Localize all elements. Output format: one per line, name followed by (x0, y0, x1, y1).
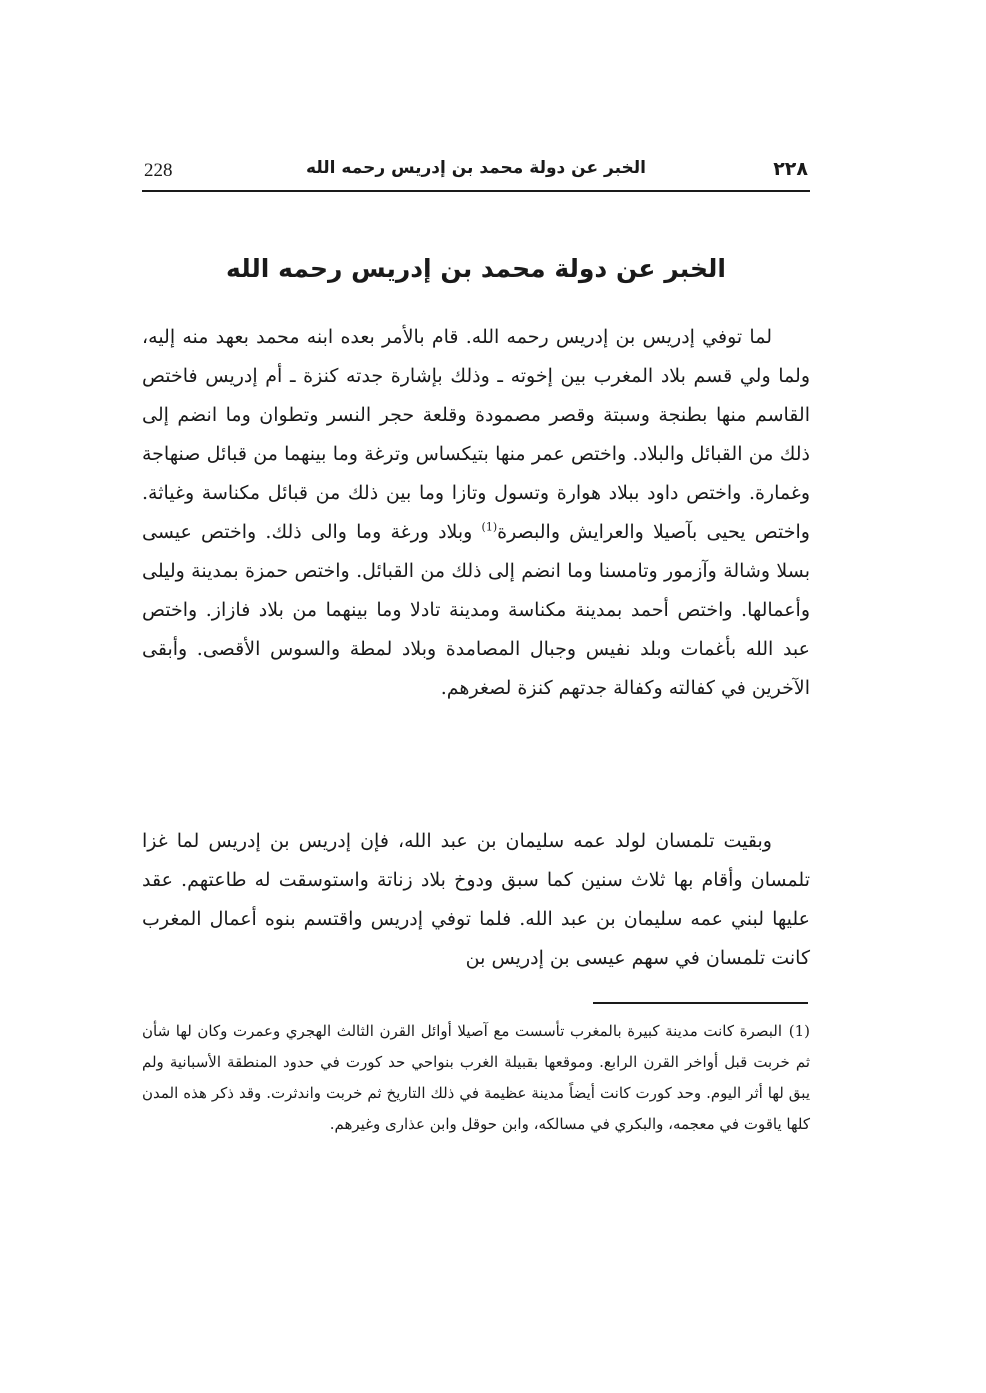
running-header (142, 158, 810, 190)
paragraph-1-text-a: لما توفي إدريس بن إدريس رحمه الله. قام بالأمر بعده ابنه محمد بعهد منه إليه، ولما ولي قسم بلاد المغرب بين إخوته ـ وذلك بإشارة جدته كنزة ـ أم إدريس فاختص القاسم منها بطنجة وسبتة وقصر مصمودة وقلعة حجر النسر وتطوان وما انضم إلى ذلك من القبائل والبلاد. واختص عمر منها بتيكساس وترغة وما بينهما من قبائل صنهاجة وغمارة. واختص داود ببلاد هوارة وتسول وتازا وما بين ذلك من قبائل مكناسة وغياثة. واختص يحيى بآصيلا والعرايش والبصرة (142, 326, 810, 543)
page-number-latin: 228 (144, 160, 173, 181)
footnote-reference[interactable]: (1) (481, 520, 498, 534)
footnote-text: البصرة كانت مدينة كبيرة بالمغرب تأسست مع آصيلا أوائل القرن الثالث الهجري وعمرت وكان لها شأن ثم خربت قبل أواخر القرن الرابع. وموقعها بقبيلة الغرب بنواحي حد كورت في حدود المنطقة الأسبانية ولم يبق لها أثر اليوم. وحد كورت كانت أيضاً مدينة عظيمة في ذلك التاريخ ثم خربت واندثرت. وقد ذكر هذه المدن كلها ياقوت في معجمه، والبكري في مسالكه، وابن حوقل وابن عذارى وغيرهم. (142, 1022, 810, 1133)
body-paragraph-2 (142, 822, 810, 978)
running-title: الخبر عن دولة محمد بن إدريس رحمه الله (306, 158, 646, 178)
footnote-rule (593, 1002, 808, 1004)
footnote-marker: (1) (788, 1022, 810, 1040)
page-number-arabic: ٢٢٨ (773, 158, 808, 180)
paragraph-2-text: وبقيت تلمسان لولد عمه سليمان بن عبد الله، فإن إدريس بن إدريس لما غزا تلمسان وأقام بها ثلاث سنين كما سبق ودوخ بلاد زناتة واستوسقت له طاعتهم. عقد عليها لبني عمه سليمان بن عبد الله. فلما توفي إدريس واقتسم بنوه أعمال المغرب كانت تلمسان في سهم عيسى بن إدريس بن (142, 830, 810, 969)
chapter-title: الخبر عن دولة محمد بن إدريس رحمه الله (226, 254, 726, 283)
footnote (142, 1016, 810, 1140)
header-rule (142, 190, 810, 192)
body-paragraph-1 (142, 318, 810, 708)
paragraph-1-text-b: وبلاد ورغة وما والى ذلك. واختص عيسى بسلا وشالة وآزمور وتامسنا وما انضم إلى ذلك من القبائل. واختص حمزة بمدينة وليلى وأعمالها. واختص أحمد بمدينة مكناسة ومدينة تادلا وما بينهما من بلاد فازاز. واختص عبد الله بأغمات وبلد نفيس وجبال المصامدة وبلاد لمطة والسوس الأقصى. وأبقى الآخرين في كفالته وكفالة جدتهم كنزة لصغرهم. (142, 521, 810, 699)
